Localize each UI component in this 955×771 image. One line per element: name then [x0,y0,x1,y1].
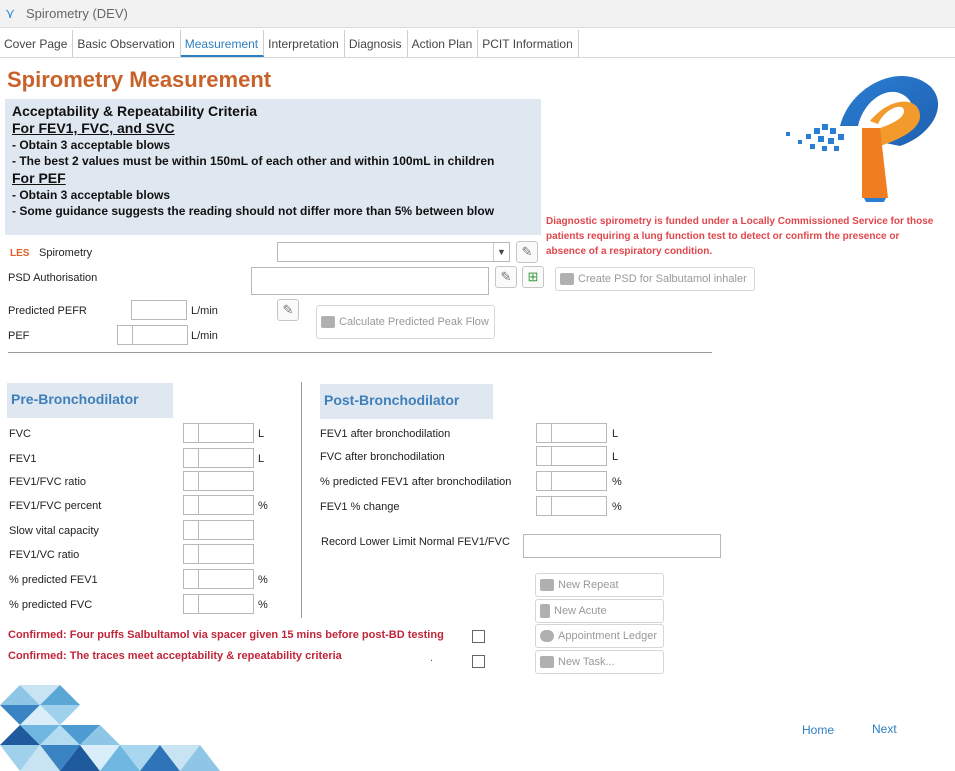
decorative-triangles [0,685,220,771]
new-task-button[interactable] [535,650,664,674]
predicted-fvc-prefix[interactable] [183,594,198,614]
fev1-fvc-ratio-input[interactable] [183,471,254,491]
post-field-unit: L [612,451,619,463]
criteria-panel [5,99,541,235]
post-bronchodilator-heading: Post-Bronchodilator [320,384,493,419]
predicted-fev1-after-bd-prefix[interactable] [536,471,551,491]
pef-heading: For PEF [12,170,66,186]
psd-label: PSD Authorisation [8,272,98,284]
predicted-fev1-value[interactable] [198,569,254,589]
confirm-salbutamol-checkbox[interactable] [472,630,485,643]
fvc-input-prefix[interactable] [183,423,198,443]
predicted-fev1-prefix[interactable] [183,569,198,589]
confirm-salbutamol-label: Confirmed: Four puffs Salbultamol via spacer given 15 mins before post-BD testing [8,629,444,641]
pre-field-unit: L [258,453,265,465]
fev1-input[interactable] [183,448,254,468]
calc-label: Calculate Predicted Peak Flow [339,316,489,328]
tab-action-plan[interactable]: Action Plan [408,30,479,57]
create-psd-button[interactable] [555,267,755,291]
fev1-change-prefix[interactable] [536,496,551,516]
fev1-change-input[interactable] [536,496,607,516]
window-title: Spirometry (DEV) [26,6,128,21]
predicted-pefr-unit: L/min [191,305,218,317]
fev1-fvc-ratio-prefix[interactable] [183,471,198,491]
new-acute-button[interactable] [535,599,664,623]
new-acute-label: New Acute [554,605,607,617]
pre-field-label: % predicted FEV1 [9,574,98,586]
tab-bar [0,30,955,58]
appointment-ledger-label: Appointment Ledger [558,630,658,642]
fev1-vc-ratio-input[interactable] [183,544,254,564]
pre-field-label: FEV1/FVC ratio [9,476,87,488]
task-icon [540,656,554,668]
pre-field-label: FVC [9,428,31,440]
predicted-pefr-label: Predicted PEFR [8,305,87,317]
pef-input-value[interactable] [132,325,188,345]
new-repeat-button[interactable] [535,573,664,597]
fev1-after-bd-prefix[interactable] [536,423,551,443]
confirm-traces-label: Confirmed: The traces meet acceptability & repeatability criteria [8,650,342,662]
predicted-fev1-after-bd-input[interactable] [536,471,607,491]
lln-label: Record Lower Limit Normal FEV1/FVC [321,536,510,548]
calculate-peak-flow-button[interactable] [316,305,495,339]
fev-item: - The best 2 values must be within 150mL of each other and within 100mL in children [12,154,495,168]
tab-diagnosis[interactable]: Diagnosis [345,30,408,57]
pef-item: - Obtain 3 acceptable blows [12,188,171,202]
svc-value[interactable] [198,520,254,540]
fev1-vc-ratio-prefix[interactable] [183,544,198,564]
predicted-fvc-value[interactable] [198,594,254,614]
pre-field-unit: L [258,428,265,440]
person-icon [540,630,554,642]
psd-add-document-icon[interactable]: ⊞ [522,266,544,288]
criteria-heading: Acceptability & Repeatability Criteria [12,103,258,119]
pefr-edit-pencil-icon[interactable]: ✎ [277,299,299,321]
pre-field-unit: % [258,500,268,512]
psd-edit-pencil-icon[interactable]: ✎ [495,266,517,288]
pre-field-label: FEV1 [9,453,37,465]
svc-prefix[interactable] [183,520,198,540]
fev1-after-bd-value[interactable] [551,423,607,443]
respiratory-ribbon-logo [780,66,950,206]
fev1-vc-ratio-value[interactable] [198,544,254,564]
les-badge: LES [10,248,30,259]
create-psd-label: Create PSD for Salbutamol inhaler [578,273,747,285]
fev1-after-bd-input[interactable] [536,423,607,443]
funding-note: Diagnostic spirometry is funded under a Locally Commissioned Service for those patients requiring a lung function test to detect or confirm the presence or absence of a respiratory condition. [546,216,934,257]
predicted-pefr-input[interactable] [131,300,187,320]
document-icon [560,273,574,285]
lln-input[interactable] [523,534,721,558]
tab-basic-observation[interactable]: Basic Observation [73,30,180,57]
page-title: Spirometry Measurement [7,67,272,92]
fev-item: - Obtain 3 acceptable blows [12,138,171,152]
pef-label: PEF [8,330,30,342]
appointment-ledger-button[interactable] [535,624,664,648]
tab-interpretation[interactable]: Interpretation [264,30,345,57]
fvc-input[interactable] [183,423,254,443]
fev1-input-prefix[interactable] [183,448,198,468]
post-field-label: % predicted FEV1 after bronchodilation [320,476,512,488]
fev1-fvc-percent-input[interactable] [183,495,254,515]
fvc-after-bd-input[interactable] [536,446,607,466]
pre-field-unit: % [258,574,268,586]
new-task-label: New Task... [558,656,615,668]
repeat-icon [540,579,554,591]
tab-measurement[interactable]: Measurement [181,30,264,57]
slow-vital-capacity-input[interactable] [183,520,254,540]
pef-unit: L/min [191,330,218,342]
post-field-label: FEV1 % change [320,501,400,513]
calculator-icon [321,316,335,328]
pef-input-prefix[interactable] [117,325,132,345]
app-logo-icon: ⋎ [5,5,16,21]
fev1-input-value[interactable] [198,448,254,468]
pre-bronchodilator-heading: Pre-Bronchodilator [7,383,173,418]
bottle-icon [540,604,550,618]
fvc-after-bd-prefix[interactable] [536,446,551,466]
post-field-unit: % [612,501,622,513]
fvc-input-value[interactable] [198,423,254,443]
fev1-change-value[interactable] [551,496,607,516]
post-field-label: FEV1 after bronchodilation [320,428,451,440]
pre-field-label: % predicted FVC [9,599,93,611]
divider [8,352,712,353]
pre-field-label: FEV1/VC ratio [9,549,80,561]
predicted-fev1-input[interactable] [183,569,254,589]
predicted-fvc-input[interactable] [183,594,254,614]
pre-field-label: Slow vital capacity [9,525,99,537]
tab-cover-page[interactable]: Cover Page [0,30,73,57]
column-divider [301,382,302,618]
confirm-traces-checkbox[interactable] [472,655,485,668]
pef-input[interactable] [117,325,188,345]
chevron-down-icon[interactable]: ▼ [493,243,509,261]
fev1-fvc-percent-prefix[interactable] [183,495,198,515]
pef-item: - Some guidance suggests the reading should not differ more than 5% between blow [12,204,495,218]
spirometry-select[interactable] [277,242,510,262]
fev1-fvc-ratio-value[interactable] [198,471,254,491]
fev1-fvc-percent-value[interactable] [198,495,254,515]
next-link[interactable]: Next [872,722,897,736]
pre-field-unit: % [258,599,268,611]
pre-field-label: FEV1/FVC percent [9,500,102,512]
psd-authorisation-field[interactable] [251,267,489,295]
post-field-unit: % [612,476,622,488]
spirometry-label: Spirometry [39,247,93,259]
new-repeat-label: New Repeat [558,579,619,591]
fev-heading: For FEV1, FVC, and SVC [12,120,175,136]
dot-mark: . [430,652,434,664]
title-bar [0,0,955,28]
predicted-fev1-after-bd-value[interactable] [551,471,607,491]
spirometry-edit-pencil-icon[interactable]: ✎ [516,241,538,263]
tab-pcit-information[interactable]: PCIT Information [478,30,578,57]
post-field-label: FVC after bronchodilation [320,451,445,463]
home-link[interactable]: Home [802,723,835,737]
post-field-unit: L [612,428,619,440]
fvc-after-bd-value[interactable] [551,446,607,466]
